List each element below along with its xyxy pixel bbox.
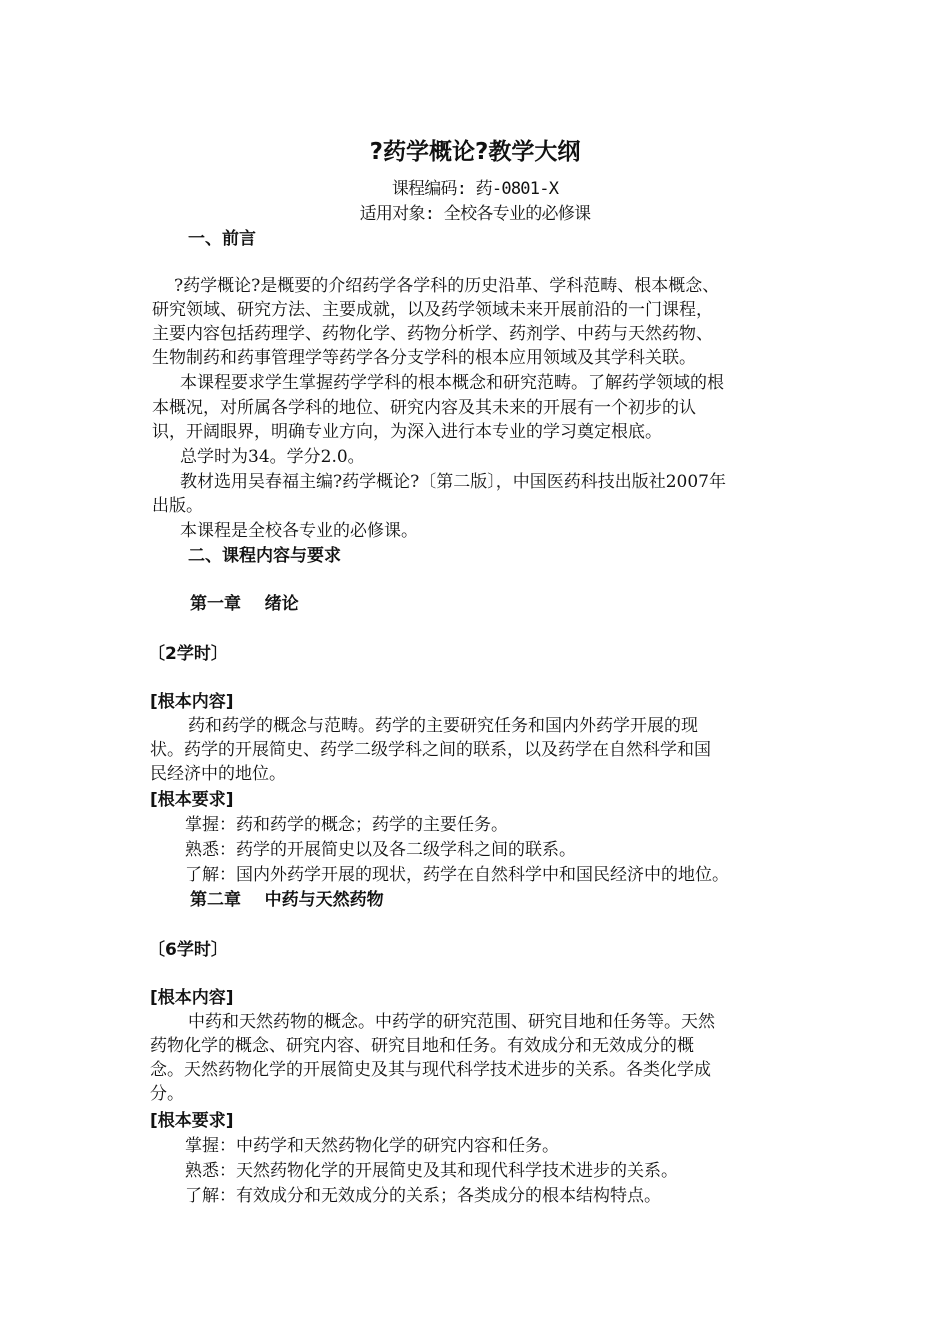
chapter1-title: 第一章 绪论 bbox=[190, 594, 299, 614]
chapter1-req-line: 了解：国内外药学开展的现状，药学在自然科学中和国民经济中的地位。 bbox=[185, 865, 729, 885]
chapter1-req-line: 熟悉：药学的开展简史以及各二级学科之间的联系。 bbox=[185, 840, 576, 860]
preface-p3: 总学时为34。学分2.0。 bbox=[180, 447, 365, 467]
preface-p1-line: ?药学概论?是概要的介绍药学各学科的历史沿革、学科范畴、根本概念、 bbox=[174, 276, 720, 296]
chapter2-hours: 〔6学时〕 bbox=[148, 940, 228, 960]
section-heading-content: 二、课程内容与要求 bbox=[188, 546, 341, 566]
audience: 适用对象: 全校各专业的必修课 bbox=[359, 204, 591, 224]
chapter1-hours: 〔2学时〕 bbox=[148, 644, 228, 664]
preface-p1-line: 研究领域、研究方法、主要成就，以及药学领域未来开展前沿的一门课程， bbox=[152, 300, 713, 320]
chapter2-content-line: 分。 bbox=[150, 1084, 184, 1104]
chapter2-content-line: 念。天然药物化学的开展简史及其与现代科学技术进步的关系。各类化学成 bbox=[150, 1060, 711, 1080]
course-code: 课程编码: 药-0801-X bbox=[391, 179, 559, 199]
chapter2-title: 第二章 中药与天然药物 bbox=[190, 890, 384, 910]
chapter2-content-line: 药物化学的概念、研究内容、研究目地和任务。有效成分和无效成分的概 bbox=[150, 1036, 694, 1056]
chapter1-content-line: 药和药学的概念与范畴。药学的主要研究任务和国内外药学开展的现 bbox=[188, 716, 698, 736]
preface-p5: 本课程是全校各专业的必修课。 bbox=[180, 521, 418, 541]
preface-p1-line: 主要内容包括药理学、药物化学、药物分析学、药剂学、中药与天然药物、 bbox=[152, 324, 713, 344]
chapter1-content-label: [根本内容] bbox=[150, 692, 234, 712]
preface-p4-line: 出版。 bbox=[152, 496, 203, 516]
chapter2-content-line: 中药和天然药物的概念。中药学的研究范围、研究目地和任务等。天然 bbox=[188, 1012, 715, 1032]
chapter2-req-line: 了解：有效成分和无效成分的关系；各类成分的根本结构特点。 bbox=[185, 1186, 661, 1206]
preface-p4-line: 教材选用吴春福主编?药学概论?〔第二版〕，中国医药科技出版社2007年 bbox=[180, 472, 726, 492]
chapter2-req-line: 熟悉：天然药物化学的开展简史及其和现代科学技术进步的关系。 bbox=[185, 1161, 678, 1181]
preface-p2-line: 识，开阔眼界，明确专业方向，为深入进行本专业的学习奠定根底。 bbox=[152, 422, 662, 442]
chapter1-content-line: 民经济中的地位。 bbox=[150, 764, 286, 784]
chapter2-content-label: [根本内容] bbox=[150, 988, 234, 1008]
preface-p2-line: 本课程要求学生掌握药学学科的根本概念和研究范畴。了解药学领域的根 bbox=[180, 373, 724, 393]
preface-p2-line: 本概况，对所属各学科的地位、研究内容及其未来的开展有一个初步的认 bbox=[152, 398, 696, 418]
chapter2-req-label: [根本要求] bbox=[150, 1111, 234, 1131]
chapter1-content-line: 状。药学的开展简史、药学二级学科之间的联系，以及药学在自然科学和国 bbox=[150, 740, 711, 760]
section-heading-preface: 一、前言 bbox=[188, 229, 256, 249]
chapter1-req-line: 掌握：药和药学的概念；药学的主要任务。 bbox=[185, 815, 508, 835]
chapter2-req-line: 掌握：中药学和天然药物化学的研究内容和任务。 bbox=[185, 1136, 559, 1156]
document-title: ?药学概论?教学大纲 bbox=[369, 139, 581, 165]
chapter1-req-label: [根本要求] bbox=[150, 790, 234, 810]
preface-p1-line: 生物制药和药事管理学等药学各分支学科的根本应用领域及其学科关联。 bbox=[152, 348, 696, 368]
